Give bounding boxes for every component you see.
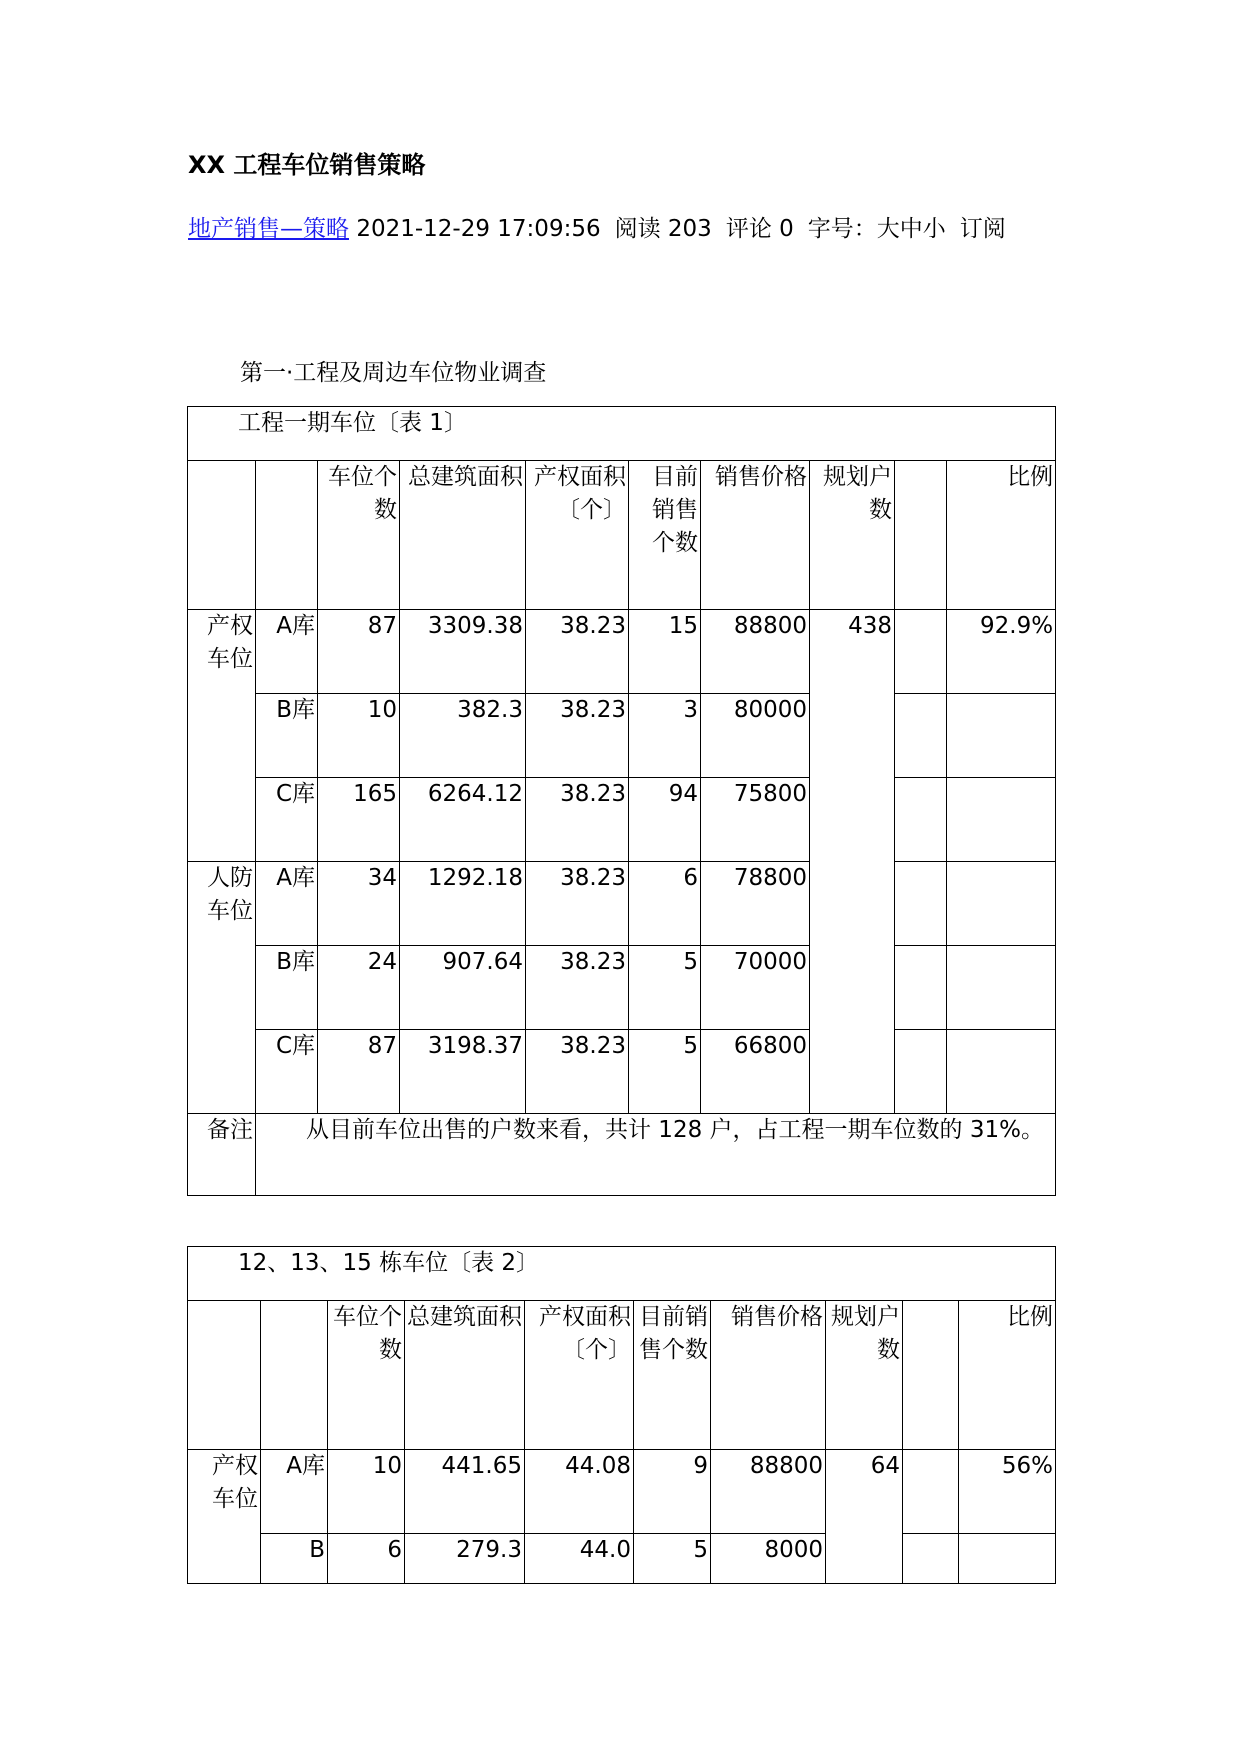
garage-cell: C库 (256, 778, 318, 862)
header-sold: 目前销售个数 (629, 461, 701, 610)
blank-cell (903, 1534, 959, 1584)
header-title-area: 产权面积〔个〕 (525, 1301, 634, 1450)
table-row (188, 1030, 1056, 1114)
header-ratio: 比例 (959, 1301, 1056, 1450)
group-label: 产权车位 (188, 610, 256, 862)
ratio-cell (947, 862, 1056, 946)
post-meta (188, 214, 1020, 244)
ratio-cell (947, 778, 1056, 862)
sold-cell: 3 (629, 694, 701, 778)
ratio-cell: 92.9% (947, 610, 1056, 694)
header-planned: 规划户数 (810, 461, 895, 610)
sold-cell: 5 (629, 946, 701, 1030)
group-label: 产权车位 (188, 1450, 261, 1584)
sold-cell: 15 (629, 610, 701, 694)
header-title-area: 产权面积〔个〕 (526, 461, 629, 610)
garage-cell: C库 (256, 1030, 318, 1114)
garage-cell: A库 (256, 610, 318, 694)
planned-cell: 438 (810, 610, 895, 1114)
count-cell: 10 (318, 694, 400, 778)
table-row (188, 610, 1056, 694)
table-row (188, 1534, 1056, 1584)
header-cell (188, 1301, 261, 1450)
title-area-cell: 38.23 (526, 694, 629, 778)
category-link[interactable]: 地产销售—策略 (188, 216, 349, 242)
font-size-switch[interactable]: 字号：大中小 (807, 216, 946, 242)
table-row (188, 778, 1056, 862)
ratio-cell (959, 1534, 1056, 1584)
count-cell: 10 (328, 1450, 405, 1534)
planned-cell: 64 (826, 1450, 903, 1584)
blank-cell (895, 778, 947, 862)
gross-area-cell: 907.64 (400, 946, 526, 1030)
header-ratio: 比例 (947, 461, 1056, 610)
parking-table-buildings (187, 1246, 1056, 1584)
count-cell: 87 (318, 1030, 400, 1114)
ratio-cell (947, 946, 1056, 1030)
section-heading: 第一·工程及周边车位物业调查 (240, 360, 547, 386)
table-caption: 12、13、15 栋车位〔表 2〕 (188, 1247, 1056, 1301)
table-row (188, 694, 1056, 778)
table-row (188, 946, 1056, 1030)
price-cell: 78800 (701, 862, 810, 946)
price-cell: 88800 (701, 610, 810, 694)
table-row (188, 1450, 1056, 1534)
price-cell: 80000 (701, 694, 810, 778)
price-cell: 75800 (701, 778, 810, 862)
header-cell (188, 461, 256, 610)
title-area-cell: 38.23 (526, 862, 629, 946)
note-label: 备注 (188, 1114, 256, 1196)
header-blank (903, 1301, 959, 1450)
title-area-cell: 38.23 (526, 946, 629, 1030)
gross-area-cell: 441.65 (405, 1450, 525, 1534)
header-cell (256, 461, 318, 610)
header-price: 销售价格 (711, 1301, 826, 1450)
count-cell: 24 (318, 946, 400, 1030)
gross-area-cell: 279.3 (405, 1534, 525, 1584)
gross-area-cell: 3309.38 (400, 610, 526, 694)
page-title: XX 工程车位销售策略 (188, 151, 426, 179)
ratio-cell: 56% (959, 1450, 1056, 1534)
gross-area-cell: 382.3 (400, 694, 526, 778)
comment-count[interactable]: 评论 0 (725, 216, 794, 242)
title-area-cell: 38.23 (526, 778, 629, 862)
table-caption: 工程一期车位〔表 1〕 (188, 407, 1056, 461)
blank-cell (895, 610, 947, 694)
header-sold: 目前销售个数 (634, 1301, 711, 1450)
blank-cell (895, 946, 947, 1030)
garage-cell: B库 (256, 946, 318, 1030)
header-price: 销售价格 (701, 461, 810, 610)
title-area-cell: 38.23 (526, 610, 629, 694)
header-planned: 规划户数 (826, 1301, 903, 1450)
parking-table-phase1 (187, 406, 1056, 1196)
garage-cell: B (261, 1534, 328, 1584)
subscribe-link[interactable]: 订阅 (959, 216, 1006, 242)
blank-cell (895, 862, 947, 946)
ratio-cell (947, 694, 1056, 778)
title-area-cell: 38.23 (526, 1030, 629, 1114)
price-cell: 66800 (701, 1030, 810, 1114)
count-cell: 6 (328, 1534, 405, 1584)
gross-area-cell: 1292.18 (400, 862, 526, 946)
blank-cell (895, 694, 947, 778)
note-text: 从目前车位出售的户数来看，共计 128 户，占工程一期车位数的 31%。 (256, 1114, 1056, 1196)
blank-cell (903, 1450, 959, 1534)
header-count: 车位个数 (328, 1301, 405, 1450)
price-cell: 8000 (711, 1534, 826, 1584)
ratio-cell (947, 1030, 1056, 1114)
gross-area-cell: 6264.12 (400, 778, 526, 862)
header-gross-area: 总建筑面积 (400, 461, 526, 610)
count-cell: 165 (318, 778, 400, 862)
price-cell: 88800 (711, 1450, 826, 1534)
title-area-cell: 44.0 (525, 1534, 634, 1584)
sold-cell: 6 (629, 862, 701, 946)
title-area-cell: 44.08 (525, 1450, 634, 1534)
garage-cell: B库 (256, 694, 318, 778)
sold-cell: 5 (629, 1030, 701, 1114)
header-gross-area: 总建筑面积 (405, 1301, 525, 1450)
price-cell: 70000 (701, 946, 810, 1030)
header-count: 车位个数 (318, 461, 400, 610)
sold-cell: 9 (634, 1450, 711, 1534)
read-count: 阅读 203 (614, 216, 712, 242)
group-label: 人防车位 (188, 862, 256, 1114)
sold-cell: 5 (634, 1534, 711, 1584)
garage-cell: A库 (256, 862, 318, 946)
blank-cell (895, 1030, 947, 1114)
count-cell: 34 (318, 862, 400, 946)
sold-cell: 94 (629, 778, 701, 862)
garage-cell: A库 (261, 1450, 328, 1534)
count-cell: 87 (318, 610, 400, 694)
table-row (188, 862, 1056, 946)
header-blank (895, 461, 947, 610)
post-datetime: 2021-12-29 17:09:56 (356, 216, 601, 242)
header-cell (261, 1301, 328, 1450)
gross-area-cell: 3198.37 (400, 1030, 526, 1114)
